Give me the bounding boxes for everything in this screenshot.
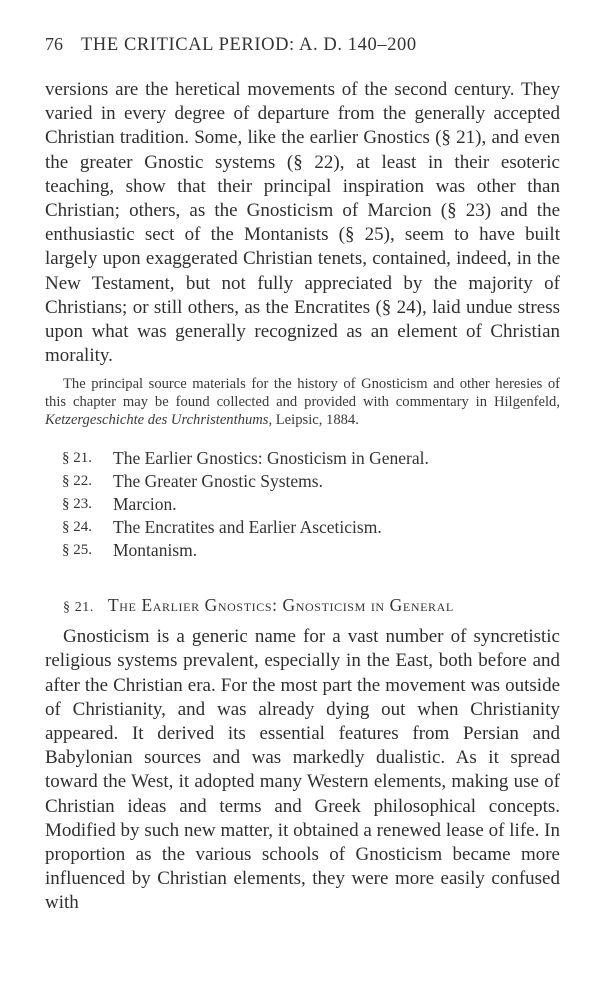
contents-section-title: Montanism. xyxy=(113,540,198,561)
contents-section-title: The Earlier Gnostics: Gnosticism in General. xyxy=(113,448,429,469)
contents-section-number: § 23. xyxy=(62,496,92,513)
running-head-title: THE CRITICAL PERIOD: A. D. 140–200 xyxy=(81,35,417,55)
contents-section-title: The Greater Gnostic Systems. xyxy=(113,471,323,492)
contents-item xyxy=(62,470,560,493)
source-note-imprint: , Leipsic, 1884. xyxy=(268,411,359,428)
contents-section-title: The Encratites and Earlier Asceticism. xyxy=(113,517,382,538)
source-note xyxy=(45,376,560,429)
contents-item xyxy=(62,539,560,562)
intro-paragraph: versions are the heretical movements of the second century. They varied in every degree of departure from the generally accepted Christian tradition. Some, like the earlier Gnostics (§ 21), and even the greater Gnostic systems (§ 22), at least in their esoteric teaching, show that their principal inspiration was other than Christian; others, as the Gnosticism of Marcion (§ 23) and the enthusiastic sect of the Montanists (§ 25), seem to have built largely upon exaggerated Christian tenets, contained, indeed, in the New Testament, but not fully appreciated by the majority of Christians; or still others, as the Encratites (§ 24), laid undue stress upon what was generally recognized as an element of Christian morality. xyxy=(45,79,560,367)
section-title: The Earlier Gnostics: Gnosticism in General xyxy=(108,595,454,616)
section-number: § 21. xyxy=(63,600,94,616)
source-note-book-title: Ketzergeschichte des Urchristenthums xyxy=(45,411,269,428)
section-heading xyxy=(63,595,560,616)
book-page xyxy=(45,34,560,916)
contents-item xyxy=(62,447,560,470)
contents-section-number: § 25. xyxy=(62,542,92,559)
contents-section-number: § 21. xyxy=(62,450,92,467)
contents-section-title: Marcion. xyxy=(113,494,177,515)
running-head xyxy=(45,34,560,64)
page-number: 76 xyxy=(45,34,63,54)
chapter-contents xyxy=(62,447,560,562)
contents-item xyxy=(62,516,560,539)
contents-section-number: § 24. xyxy=(62,519,92,536)
section-paragraph: Gnosticism is a generic name for a vast number of syncretistic religious systems prevalent, especially in the East, both before and after the Christian era. For the most part the movement was outside of Christianity, and was already dying out when Christianity appeared. It derived its essential features from Persian and Babylonian sources and was markedly dualistic. As it spread toward the West, it adopted many Western elements, making use of Christian ideas and terms and Greek philosophical concepts. Modified by such new matter, it obtained a renewed lease of life. In proportion as the various schools of Gnosticism became more influenced by Christian elements, they were more easily confused with xyxy=(45,626,560,914)
contents-section-number: § 22. xyxy=(62,473,92,490)
source-note-text: The principal source materials for the history of Gnosticism and other heresies of this chapter may be found collected and provided with commentary in Hilgenfeld, xyxy=(45,376,560,411)
contents-item xyxy=(62,493,560,516)
